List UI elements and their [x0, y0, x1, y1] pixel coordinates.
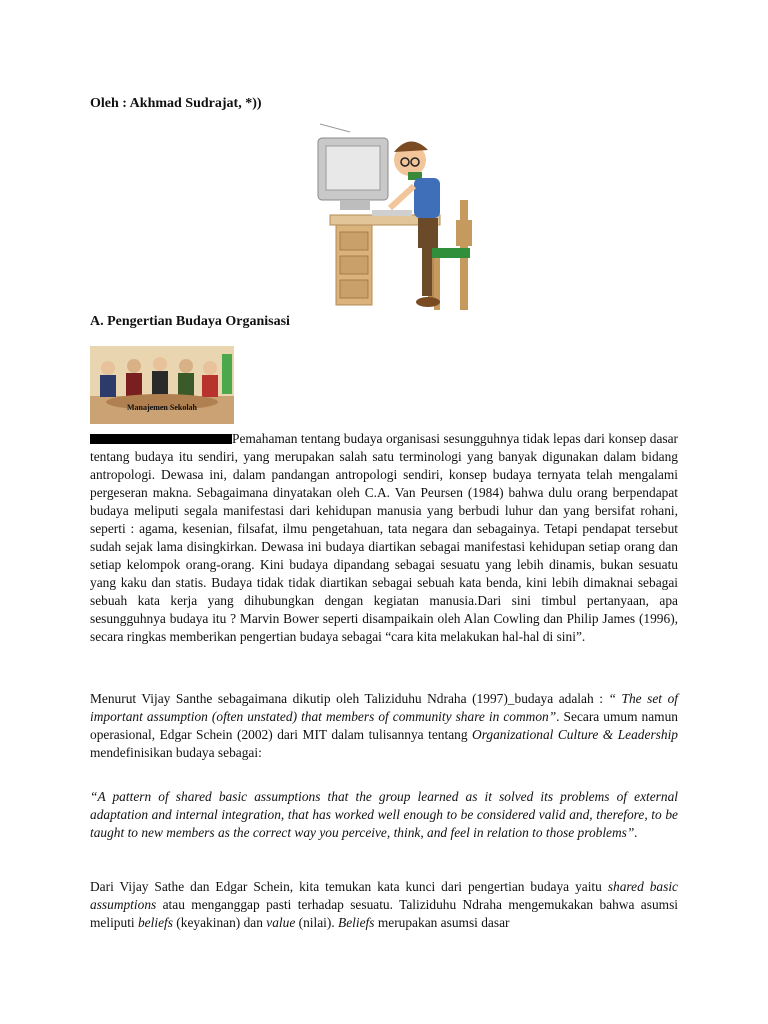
paragraph4-text-5: merupakan asumsi dasar: [374, 915, 510, 930]
paragraph4-text-4: (nilai).: [295, 915, 339, 930]
term-beliefs: beliefs: [137, 915, 173, 930]
meeting-thumbnail-image: [90, 346, 234, 424]
section-heading: A. Pengertian Budaya Organisasi: [90, 314, 290, 329]
paragraph2-text-1: Menurut Vijay Santhe sebagaimana dikutip oleh Taliziduhu Ndraha (1997)_budaya adalah :: [90, 691, 609, 706]
paragraph-definitions: [90, 690, 678, 762]
term-beliefs-2: Beliefs: [338, 915, 375, 930]
paragraph4-text-3: (keyakinan) dan: [172, 915, 267, 930]
term-value: value: [266, 915, 296, 930]
term-shared-basic-assumptions: shared basic assumptions: [90, 879, 678, 912]
person-at-computer-illustration: [310, 120, 490, 320]
author-line: Oleh : Akhmad Sudrajat, *)): [90, 96, 262, 111]
paragraph4-text-1: Dari Vijay Sathe dan Edgar Schein, kita temukan kata kunci dari pengertian budaya yaitu: [90, 879, 608, 894]
paragraph-intro: Pemahaman tentang budaya organisasi sesungguhnya tidak lepas dari konsep dasar tentang budaya itu sendiri, yang merupakan salah satu terminologi yang banyak digunakan dalam bidang antropologi. Dewasa ini, dalam pandangan antropologi sendiri, konsep budaya ternyata telah mengalami pergeseran makna. Sebagaimana dinyatakan oleh C.A. Van Peursen (1984) bahwa dulu orang berpendapat budaya meliputi segala manifestasi dari kehidupan manusia yang berbudi luhur dan yang bersifat rohani, seperti : agama, kesenian, filsafat, ilmu pengetahuan, tata negara dan sebagainya. Tetapi pendapat tersebut sudah sejak lama disingkirkan. Dewasa ini budaya diartikan sebagai manifestasi kehidupan setiap orang dan setiap kelompok orang-orang. Kini budaya dipandang sebagai sesuatu yang lebih dinamis, bukan sesuatu yang kaku dan statis. Budaya tidak tidak diartikan sebagai sebuah kata benda, kini lebih dimaknai sebagai sebuah kata kerja yang dihubungkan dengan kegiatan manusia.Dari sini timbul pertanyaan, apa sesungguhnya budaya itu ? Marvin Bower seperti disampaikain oleh Alan Cowling dan Philip James (1996), secara ringkas memberikan pengertian budaya sebagai “cara kita melakukan hal-hal di sini”.: [90, 431, 678, 644]
paragraph-key-terms: [90, 878, 678, 932]
paragraph2-text-2: . Secara umum namun operasional, Edgar Schein (2002) dari MIT dalam tulisannya tentang: [90, 709, 678, 742]
thumbnail-caption: Manajemen Sekolah: [127, 403, 197, 412]
paragraph2-text-3: mendefinisikan budaya sebagai:: [90, 745, 262, 760]
paragraph2-quote: “ The set of important assumption (often unstated) that members of community share in common”: [90, 691, 678, 724]
schein-quote-text: “A pattern of shared basic assumptions that the group learned as it solved its problems of external adaptation and internal integration, that has worked well enough to be considered valid and, therefore, to be taught to new members as the correct way you perceive, think, and feel in relation to those problems”.: [90, 789, 678, 840]
schein-quote: [90, 788, 678, 842]
book-title: Organizational Culture & Leadership: [472, 727, 678, 742]
paragraph4-text-2: atau menganggap pasti terhadap sesuatu. Taliziduhu Ndraha mengemukakan bahwa asumsi meliputi: [90, 897, 678, 930]
